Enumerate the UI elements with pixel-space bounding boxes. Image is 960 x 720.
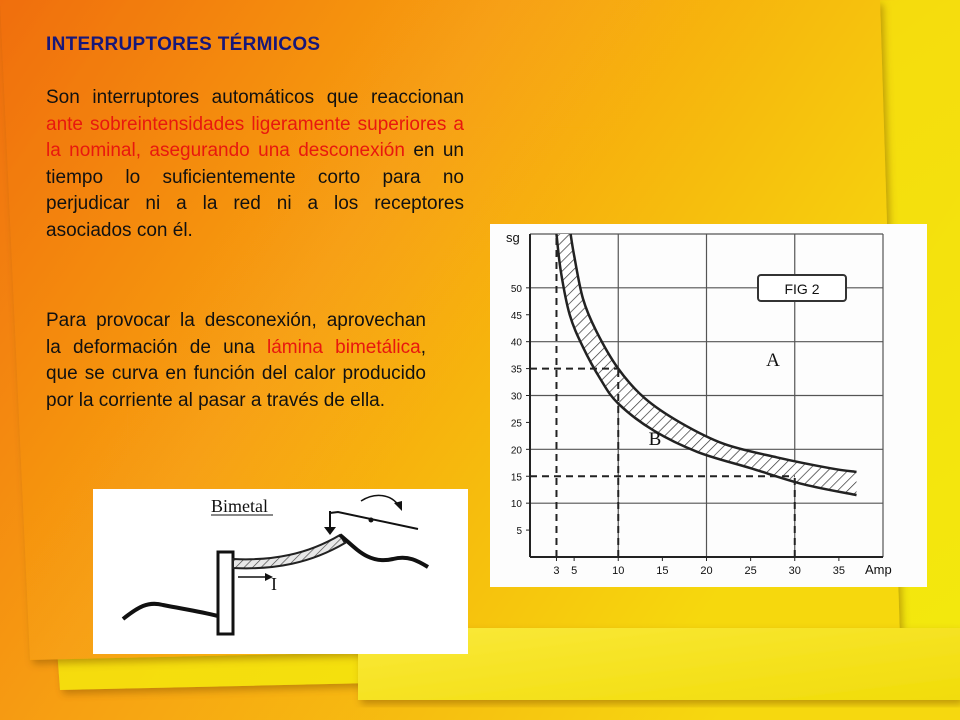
y-tick-label: 5 [516,526,522,538]
x-tick-label: 5 [571,565,578,577]
x-tick-label: 35 [832,565,845,577]
paragraph-mechanism [46,308,426,414]
paragraph-definition-part1: Son interruptores automáticos que reaccionan [46,87,464,108]
y-tick-label: 15 [510,472,522,484]
paragraph-definition-part2: en un tiempo lo suficientemente corto para no perjudicar ni a la red ni a los receptores asociados con él. [46,140,464,241]
paragraph-definition [46,85,464,244]
y-tick-label: 30 [510,391,522,403]
lever-pivot [369,518,374,523]
paragraph-mechanism-highlight: lámina bimetálica [267,336,421,358]
x-tick-label: 30 [788,565,801,577]
y-tick-label: 20 [510,445,522,457]
curve-a-label: A [766,350,780,371]
slide-title: INTERRUPTORES TÉRMICOS [46,34,321,55]
paragraph-definition-highlight: ante sobreintensidades ligeramente superiores a la nominal, asegurando una desconexión [46,113,464,161]
y-tick-label: 10 [510,499,522,511]
fixed-support [218,552,233,634]
x-axis-label: Amp [865,562,892,577]
y-tick-label: 45 [510,310,522,322]
current-label: I [271,574,277,594]
y-tick-label: 40 [510,337,522,349]
fig-label: FIG 2 [784,281,820,297]
y-axis-label: sg [506,230,520,245]
x-tick-label: 10 [612,565,625,577]
curve-b-label: B [648,429,662,450]
bimetal-label: Bimetal [211,496,268,516]
bimetal-diagram [93,489,468,654]
bimetal-svg [93,489,468,654]
x-tick-label: 15 [656,565,669,577]
y-tick-label: 35 [510,364,522,376]
y-tick-label: 50 [510,283,522,295]
paragraph-mechanism-part1: Para provocar la desconexión, aprovechan la deformación de una [46,310,426,358]
x-tick-label: 25 [744,565,757,577]
x-tick-label: 20 [700,565,713,577]
y-tick-label: 25 [510,418,522,430]
x-tick-label: 3 [553,565,560,577]
trip-curve-svg [490,224,927,587]
bimetal-background [93,489,468,654]
trip-curve-chart [490,224,927,587]
paragraph-mechanism-part2: , que se curva en función del calor producido por la corriente al pasar a través de ella. [46,336,426,411]
